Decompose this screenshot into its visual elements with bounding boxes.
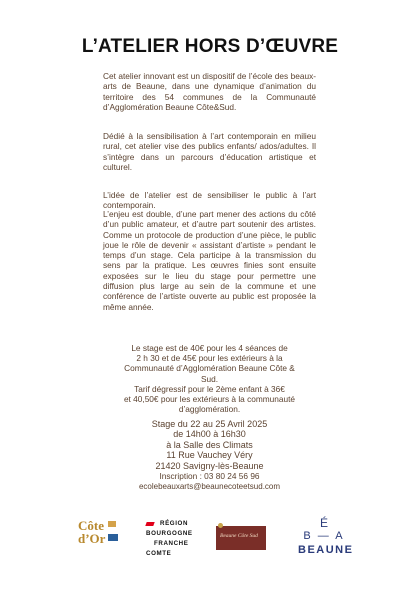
- price-line: Tarif dégressif pour le 2ème enfant à 36€: [134, 383, 285, 394]
- cote-dor-mark-blue: [108, 534, 118, 541]
- idea-text: L’idée de l’atelier est de sensibiliser le public à l’art contemporain.: [103, 190, 316, 211]
- region-red-mark: [145, 522, 154, 526]
- region-bfc-logo: [146, 519, 206, 569]
- schedule-dates: Stage du 22 au 25 Avril 2025: [151, 419, 268, 429]
- beaune-cote-sud-logo: [216, 526, 266, 550]
- registration-phone: Inscription : 03 80 24 56 96: [159, 471, 260, 482]
- schedule-venue: à la Salle des Climats: [166, 439, 253, 450]
- stakes-paragraph: [103, 209, 316, 312]
- price-line: d’agglomération.: [178, 404, 241, 415]
- beaune-logo-e: É: [319, 516, 328, 530]
- contact-email[interactable]: ecolebeauxarts@beaunecoteetsud.com: [138, 482, 281, 491]
- cote-dor-mark-gold: [108, 521, 116, 527]
- intro-paragraph: [103, 71, 316, 112]
- cdc-pin-mark: [218, 523, 223, 528]
- price-line: 2 h 30 et de 45€ pour les extérieurs à la: [136, 353, 283, 364]
- cote-dor-word-1: Côte: [78, 518, 104, 533]
- region-bourgogne: BOURGOGNE: [146, 530, 193, 537]
- region-comte: COMTE: [146, 550, 172, 557]
- cdc-wordmark: Beaune Côte Sud: [220, 533, 258, 539]
- schedule-block: [103, 419, 316, 481]
- schedule-city: 21420 Savigny-lès-Beaune: [155, 460, 264, 471]
- price-line: Le stage est de 40€ pour les 4 séances de: [131, 343, 288, 353]
- price-line: et 40,50€ pour les extérieurs à la communauté: [123, 394, 296, 405]
- beaune-logo-word: BEAUNE: [298, 544, 354, 556]
- cote-dor-logo: [78, 519, 128, 561]
- idea-paragraph: [103, 190, 316, 211]
- ecole-beaux-arts-beaune-logo: [298, 516, 354, 567]
- stakes-text: L’enjeu est double, d’une part mener des actions du côté d’un public amateur, et d’autre part soutenir des artistes. Comme un protocole de production d’une pièce, le public joue le rôle de devenir « assistant d’artiste » pendant le temps d’un stage. Cela participe à la transmission du sens par la pratique. Les œuvres finies sont ensuite exposées sur le lieu du stage pour permettre une diffusion plus large au sein de la commune et une conférence de l’artiste ouverte au public est proposée la même année.: [103, 209, 316, 312]
- schedule-street: 11 Rue Vauchey Véry: [166, 450, 253, 461]
- cote-dor-word-2: d’Or: [78, 531, 106, 546]
- price-line: Communauté d’Agglomération Beaune Côte &: [124, 363, 295, 374]
- page-title: L’ATELIER HORS D’ŒUVRE: [81, 36, 339, 57]
- purpose-paragraph: [103, 131, 316, 172]
- price-line: Sud.: [200, 373, 219, 384]
- pricing-block: [103, 343, 316, 414]
- region-franche: FRANCHE: [154, 540, 189, 547]
- intro-text: Cet atelier innovant est un dispositif de l’école des beaux-arts de Beaune, dans une dynamique d’animation du territoire des 54 communes de la Communauté d’Agglomération Beaune Côte&Sud.: [103, 71, 316, 112]
- schedule-hours: de 14h00 à 16h30: [173, 429, 246, 440]
- purpose-text: Dédié à la sensibilisation à l’art contemporain en milieu rural, cet atelier vise des publics enfants/ ados/adultes. Il s’intègre dans un parcours d’éducation artistique et culturel.: [103, 131, 316, 172]
- beaune-logo-ba: B — A: [303, 530, 345, 542]
- region-word: RÉGION: [146, 519, 206, 529]
- partner-logos: [0, 515, 420, 575]
